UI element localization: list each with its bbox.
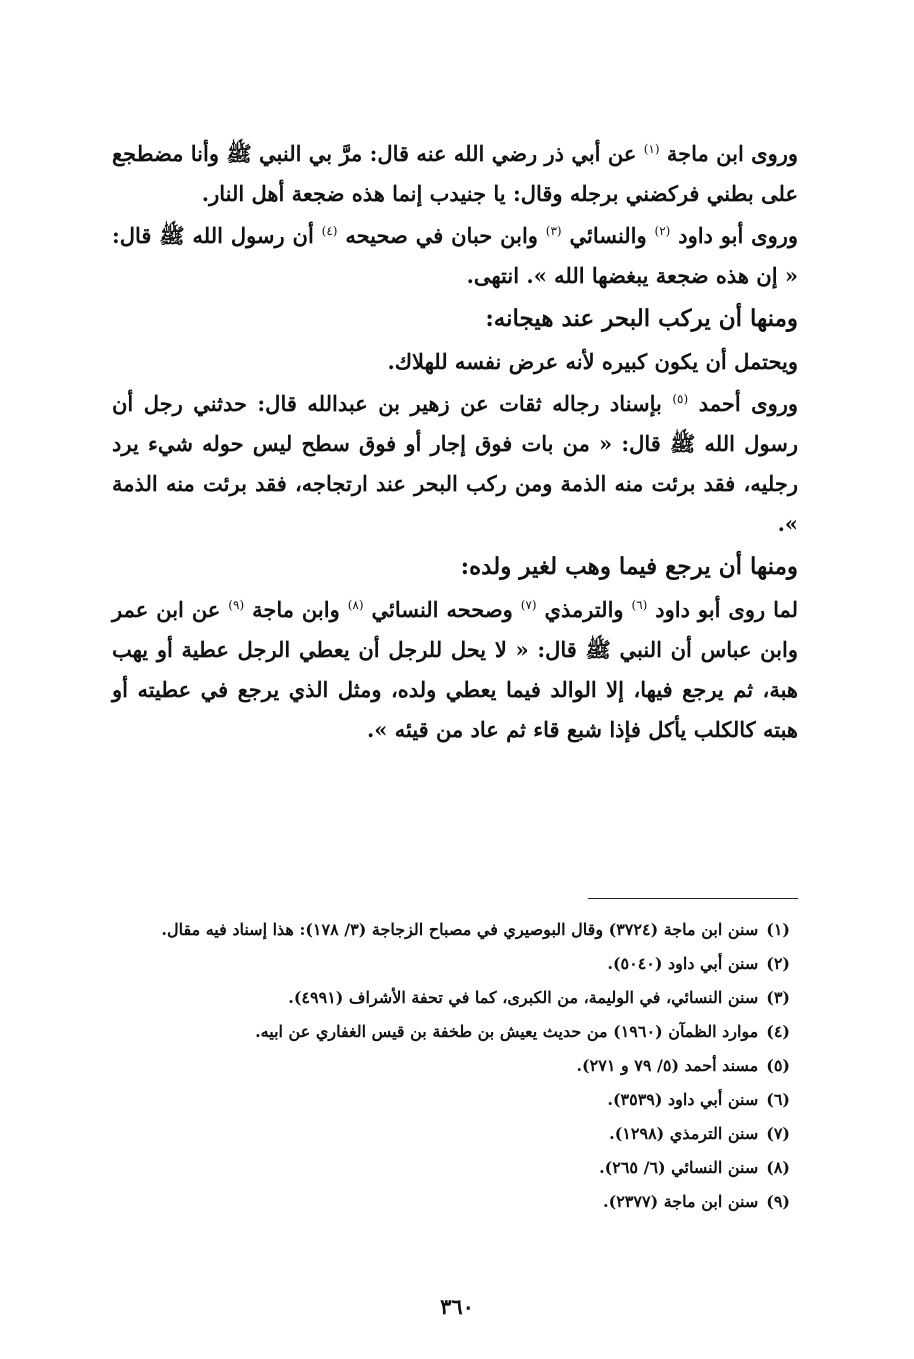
main-text xyxy=(112,134,798,752)
footnotes xyxy=(112,918,790,1224)
footnote-ref[interactable]: (٥) xyxy=(672,392,689,406)
paragraph-gift-hadith xyxy=(112,590,798,750)
footnote-item xyxy=(112,986,790,1010)
footnote-ref[interactable]: (٤) xyxy=(321,224,338,238)
footnote-number: (٥) xyxy=(766,1056,790,1075)
paragraph-text: والنسائي xyxy=(569,223,647,248)
footnote-text: موارد الظمآن (١٩٦٠) من حديث يعيش بن طخفة بن قيس الغفاري عن ابيه. xyxy=(255,1022,759,1041)
paragraph-text: وابن ماجة xyxy=(252,597,340,622)
footnote-text: سنن ابن ماجة (٣٧٢٤) وقال البوصيري في مصباح الزجاجة (٣/ ١٧٨): هذا إسناد فيه مقال. xyxy=(161,920,759,939)
footnote-text: سنن أبي داود (٣٥٣٩). xyxy=(607,1090,759,1109)
footnote-item xyxy=(112,1156,790,1180)
paragraph-text: عن أبي ذر رضي الله عنه قال: مرَّ بي النبي ﷺ وأنا مضطجع على بطني فركضني برجله وقال: يا جنيدب إنما هذه ضجعة أهل النار. xyxy=(112,141,798,206)
paragraph-text: وابن حبان في صحيحه xyxy=(345,223,538,248)
footnote-number: (٧) xyxy=(766,1124,790,1143)
footnote-ref[interactable]: (٩) xyxy=(228,598,245,612)
paragraph-text: والترمذي xyxy=(544,597,624,622)
footnote-number: (٨) xyxy=(766,1158,790,1177)
footnote-number: (٩) xyxy=(766,1192,790,1211)
footnote-item xyxy=(112,1122,790,1146)
footnote-item xyxy=(112,918,790,942)
footnote-item xyxy=(112,1088,790,1112)
paragraph-text: وروى أبو داود xyxy=(678,223,798,248)
footnote-item xyxy=(112,952,790,976)
footnote-text: مسند أحمد (٥/ ٧٩ و ٢٧١). xyxy=(576,1056,759,1075)
footnote-item xyxy=(112,1190,790,1214)
footnote-text: سنن أبي داود (٥٠٤٠). xyxy=(607,954,759,973)
footnote-text: سنن ابن ماجة (٢٣٧٧). xyxy=(603,1192,759,1211)
footnote-divider xyxy=(588,898,798,899)
paragraph-text: أن رسول الله ﷺ قال: « إن هذه ضجعة يبغضها الله ». انتهى. xyxy=(112,223,798,288)
footnote-number: (١) xyxy=(766,920,790,939)
footnote-number: (٤) xyxy=(766,1022,790,1041)
paragraph-text: وروى أحمد xyxy=(698,391,799,416)
paragraph-text: لما روى أبو داود xyxy=(655,597,799,622)
footnote-ref[interactable]: (٣) xyxy=(545,224,562,238)
footnote-ref[interactable]: (٨) xyxy=(347,598,364,612)
footnote-number: (٢) xyxy=(766,954,790,973)
footnote-ref[interactable]: (٦) xyxy=(631,598,648,612)
footnote-text: سنن النسائي (٦/ ٢٦٥). xyxy=(599,1158,759,1177)
footnote-text: سنن النسائي، في الوليمة، من الكبرى، كما في تحفة الأشراف (٤٩٩١). xyxy=(288,988,759,1007)
paragraph-text: وصححه النسائي xyxy=(371,597,513,622)
footnote-text: سنن الترمذي (١٢٩٨). xyxy=(609,1124,759,1143)
footnote-number: (٣) xyxy=(766,988,790,1007)
footnote-ref[interactable]: (٧) xyxy=(520,598,537,612)
paragraph-text: وروى ابن ماجة xyxy=(666,141,799,166)
paragraph-ahmad xyxy=(112,384,798,544)
footnote-ref[interactable]: (١) xyxy=(643,142,660,156)
footnote-item xyxy=(112,1020,790,1044)
section-heading-gift: ومنها أن يرجع فيما وهب لغير ولده: xyxy=(460,553,798,580)
paragraph-text: بإسناد رجاله ثقات عن زهير بن عبدالله قال: حدثني رجل أن رسول الله ﷺ قال: « من بات فوق إجار أو فوق سطح ليس حوله شيء يرد رجليه، فقد برئت منه الذمة ومن ركب البحر عند ارتجاجه، فقد برئت منه الذمة ». xyxy=(112,391,798,536)
paragraph-commentary: ويحتمل أن يكون كبيره لأنه عرض نفسه للهلاك. xyxy=(387,349,798,374)
footnote-item xyxy=(112,1054,790,1078)
paragraph-text: عن ابن عمر وابن عباس أن النبي ﷺ قال: « لا يحل للرجل أن يعطي الرجل عطية أو يهب هبة، ثم يرجع فيها، إلا الوالد فيما يعطي ولده، ومثل الذي يرجع في عطيته أو هبته كالكلب يأكل فإذا شبع قاء ثم عاد من قيئه ». xyxy=(112,597,798,742)
footnote-number: (٦) xyxy=(766,1090,790,1109)
paragraph-ibn-majah xyxy=(112,134,798,214)
paragraph-abu-dawud xyxy=(112,216,798,296)
footnote-ref[interactable]: (٢) xyxy=(654,224,671,238)
section-heading-sea: ومنها أن يركب البحر عند هيجانه: xyxy=(485,305,798,332)
page-number: ٣٦٠ xyxy=(440,1294,474,1319)
